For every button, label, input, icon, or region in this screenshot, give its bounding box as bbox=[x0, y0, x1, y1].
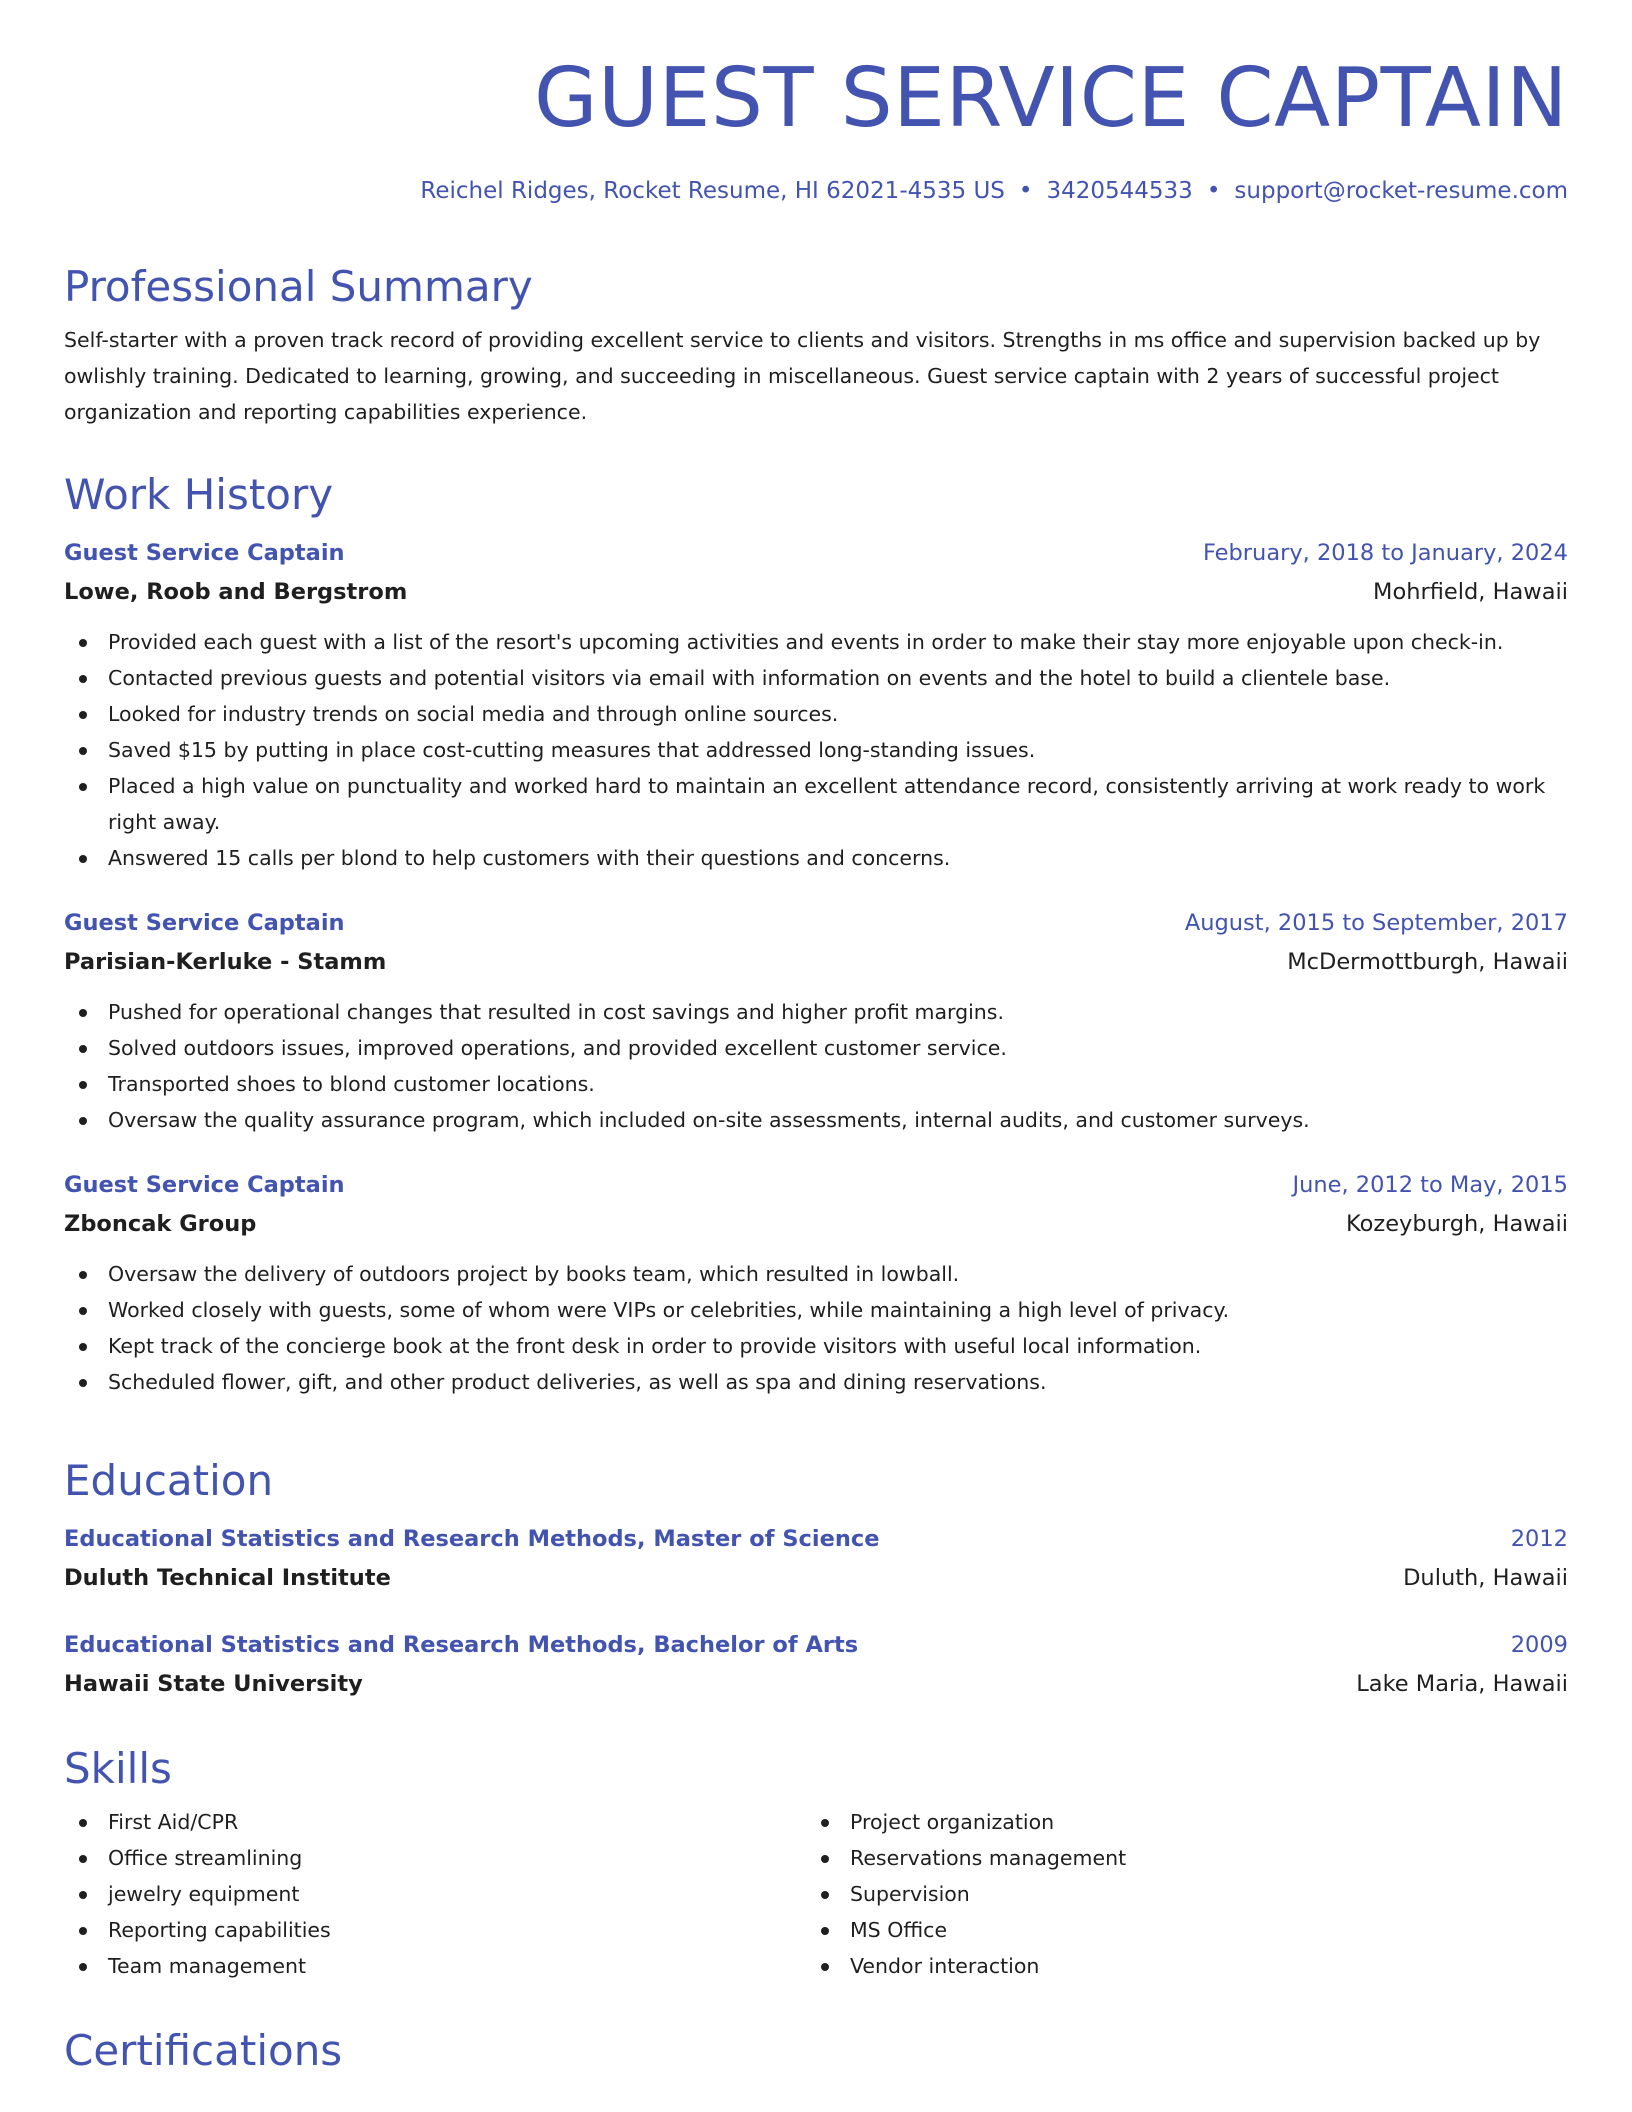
job-dates: August, 2015 to September, 2017 bbox=[1184, 910, 1568, 937]
bullet-text: Oversaw the delivery of outdoors project by books team, which resulted in lowball. bbox=[108, 1262, 960, 1287]
bullet-icon bbox=[79, 1927, 87, 1935]
bullet-text: Pushed for operational changes that resulted in cost savings and higher profit margins. bbox=[108, 1000, 1004, 1025]
list-item bbox=[64, 660, 1568, 696]
bullet-icon bbox=[79, 1081, 87, 1089]
work-history-section bbox=[64, 470, 1568, 1400]
contact-address: Reichel Ridges, Rocket Resume, HI 62021-4535 US bbox=[420, 178, 1005, 204]
degree-year: 2009 bbox=[1510, 1632, 1568, 1659]
degree: Educational Statistics and Research Methods, Bachelor of Arts bbox=[64, 1632, 859, 1659]
contact-line bbox=[420, 178, 1568, 204]
bullet-text: Placed a high value on punctuality and worked hard to maintain an excellent attendance record, consistently arriving at work ready to work right away. bbox=[108, 774, 1546, 835]
bullet-text: Contacted previous guests and potential visitors via email with information on events and the hotel to build a clientele base. bbox=[108, 666, 1391, 691]
bullet-icon bbox=[821, 1927, 829, 1935]
bullet-icon bbox=[821, 1963, 829, 1971]
summary-section bbox=[64, 262, 1568, 430]
skill-text: Reservations management bbox=[850, 1846, 1127, 1871]
job-company: Zboncak Group bbox=[64, 1211, 257, 1238]
bullet-icon bbox=[79, 1891, 87, 1899]
list-item bbox=[64, 1030, 1568, 1066]
list-item bbox=[64, 1328, 1568, 1364]
job-company: Parisian-Kerluke - Stamm bbox=[64, 949, 387, 976]
education-heading: Education bbox=[64, 1456, 274, 1505]
work-history-heading: Work History bbox=[64, 470, 334, 519]
bullet-icon bbox=[79, 711, 87, 719]
skill-text: First Aid/CPR bbox=[108, 1810, 239, 1835]
job-bullets bbox=[64, 624, 1568, 876]
bullet-text: Transported shoes to blond customer locations. bbox=[108, 1072, 595, 1097]
education-section bbox=[64, 1456, 1568, 1704]
list-item bbox=[806, 1876, 1548, 1912]
job-bullets bbox=[64, 1256, 1568, 1400]
school-name: Hawaii State University bbox=[64, 1671, 363, 1698]
bullet-text: Kept track of the concierge book at the front desk in order to provide visitors with useful local information. bbox=[108, 1334, 1202, 1359]
skill-text: Vendor interaction bbox=[850, 1954, 1040, 1979]
list-item bbox=[806, 1840, 1548, 1876]
bullet-icon bbox=[79, 783, 87, 791]
bullet-icon bbox=[79, 1271, 87, 1279]
job-company: Lowe, Roob and Bergstrom bbox=[64, 579, 408, 606]
bullet-icon bbox=[821, 1891, 829, 1899]
certifications-section bbox=[64, 2026, 1568, 2076]
contact-separator: • bbox=[1206, 178, 1221, 204]
list-item bbox=[806, 1912, 1548, 1948]
skills-heading: Skills bbox=[64, 1744, 172, 1793]
skill-text: Team management bbox=[108, 1954, 307, 1979]
contact-email: support@rocket-resume.com bbox=[1234, 178, 1568, 204]
bullet-icon bbox=[79, 639, 87, 647]
certifications-heading: Certifications bbox=[64, 2026, 343, 2075]
skill-text: jewelry equipment bbox=[108, 1882, 300, 1907]
list-item bbox=[64, 732, 1568, 768]
list-item bbox=[64, 1840, 806, 1876]
job-location: McDermottburgh, Hawaii bbox=[1287, 949, 1568, 976]
job-entry bbox=[64, 1166, 1568, 1400]
resume-name: GUEST SERVICE CAPTAIN bbox=[534, 51, 1568, 146]
school-name: Duluth Technical Institute bbox=[64, 1565, 391, 1592]
bullet-icon bbox=[79, 1307, 87, 1315]
list-item bbox=[64, 1066, 1568, 1102]
skills-section bbox=[64, 1744, 1568, 1984]
bullet-icon bbox=[79, 1045, 87, 1053]
skill-text: Reporting capabilities bbox=[108, 1918, 331, 1943]
bullet-icon bbox=[79, 675, 87, 683]
bullet-icon bbox=[79, 855, 87, 863]
bullet-icon bbox=[79, 1963, 87, 1971]
list-item bbox=[64, 994, 1568, 1030]
job-dates: June, 2012 to May, 2015 bbox=[1292, 1172, 1568, 1199]
bullet-text: Solved outdoors issues, improved operations, and provided excellent customer service. bbox=[108, 1036, 1007, 1061]
bullet-icon bbox=[79, 1343, 87, 1351]
list-item bbox=[64, 624, 1568, 660]
list-item bbox=[64, 768, 1568, 840]
job-entry bbox=[64, 904, 1568, 1138]
job-title: Guest Service Captain bbox=[64, 540, 345, 567]
skills-list-left bbox=[64, 1804, 806, 1984]
bullet-icon bbox=[79, 1855, 87, 1863]
bullet-icon bbox=[79, 747, 87, 755]
job-dates: February, 2018 to January, 2024 bbox=[1202, 540, 1568, 567]
bullet-text: Scheduled flower, gift, and other product deliveries, as well as spa and dining reservations. bbox=[108, 1370, 1047, 1395]
list-item bbox=[64, 1256, 1568, 1292]
skills-list-right bbox=[806, 1804, 1548, 1984]
list-item bbox=[64, 840, 1568, 876]
skill-text: Project organization bbox=[850, 1810, 1055, 1835]
list-item bbox=[64, 1292, 1568, 1328]
bullet-text: Worked closely with guests, some of whom were VIPs or celebrities, while maintaining a high level of privacy. bbox=[108, 1298, 1230, 1323]
school-location: Lake Maria, Hawaii bbox=[1356, 1671, 1568, 1698]
list-item bbox=[64, 1364, 1568, 1400]
bullet-text: Looked for industry trends on social media and through online sources. bbox=[108, 702, 839, 727]
list-item bbox=[806, 1804, 1548, 1840]
list-item bbox=[64, 696, 1568, 732]
bullet-icon bbox=[79, 1009, 87, 1017]
contact-phone: 3420544533 bbox=[1046, 178, 1193, 204]
job-title: Guest Service Captain bbox=[64, 910, 345, 937]
bullet-icon bbox=[821, 1819, 829, 1827]
summary-text: Self-starter with a proven track record of providing excellent service to clients and visitors. Strengths in ms office and supervision backed up by owlishly training. Dedicated to learning, growing, and succeeding in miscellaneous. Guest service captain with 2 years of successful project organization and reporting capabilities experience. bbox=[64, 328, 1541, 425]
education-entry bbox=[64, 1626, 1568, 1704]
degree-year: 2012 bbox=[1510, 1526, 1568, 1553]
bullet-icon bbox=[79, 1117, 87, 1125]
list-item bbox=[64, 1876, 806, 1912]
list-item bbox=[64, 1804, 806, 1840]
contact-separator: • bbox=[1018, 178, 1033, 204]
bullet-text: Oversaw the quality assurance program, which included on-site assessments, internal audits, and customer surveys. bbox=[108, 1108, 1310, 1133]
list-item bbox=[64, 1912, 806, 1948]
list-item bbox=[64, 1948, 806, 1984]
job-location: Kozeyburgh, Hawaii bbox=[1345, 1211, 1568, 1238]
skill-text: Office streamlining bbox=[108, 1846, 303, 1871]
school-location: Duluth, Hawaii bbox=[1403, 1565, 1568, 1592]
bullet-icon bbox=[79, 1819, 87, 1827]
skills-columns bbox=[64, 1804, 1568, 1984]
education-entry bbox=[64, 1520, 1568, 1598]
job-title: Guest Service Captain bbox=[64, 1172, 345, 1199]
job-bullets bbox=[64, 994, 1568, 1138]
bullet-text: Provided each guest with a list of the resort's upcoming activities and events in order to make their stay more enjoyable upon check-in. bbox=[108, 630, 1504, 655]
bullet-text: Answered 15 calls per blond to help customers with their questions and concerns. bbox=[108, 846, 951, 871]
list-item bbox=[64, 1102, 1568, 1138]
skill-text: Supervision bbox=[850, 1882, 970, 1907]
skill-text: MS Office bbox=[850, 1918, 948, 1943]
bullet-icon bbox=[821, 1855, 829, 1863]
summary-heading: Professional Summary bbox=[64, 262, 533, 311]
bullet-text: Saved $15 by putting in place cost-cutting measures that addressed long-standing issues. bbox=[108, 738, 1036, 763]
degree: Educational Statistics and Research Methods, Master of Science bbox=[64, 1526, 880, 1553]
job-location: Mohrfield, Hawaii bbox=[1373, 579, 1568, 606]
list-item bbox=[806, 1948, 1548, 1984]
bullet-icon bbox=[79, 1379, 87, 1387]
job-entry bbox=[64, 534, 1568, 876]
